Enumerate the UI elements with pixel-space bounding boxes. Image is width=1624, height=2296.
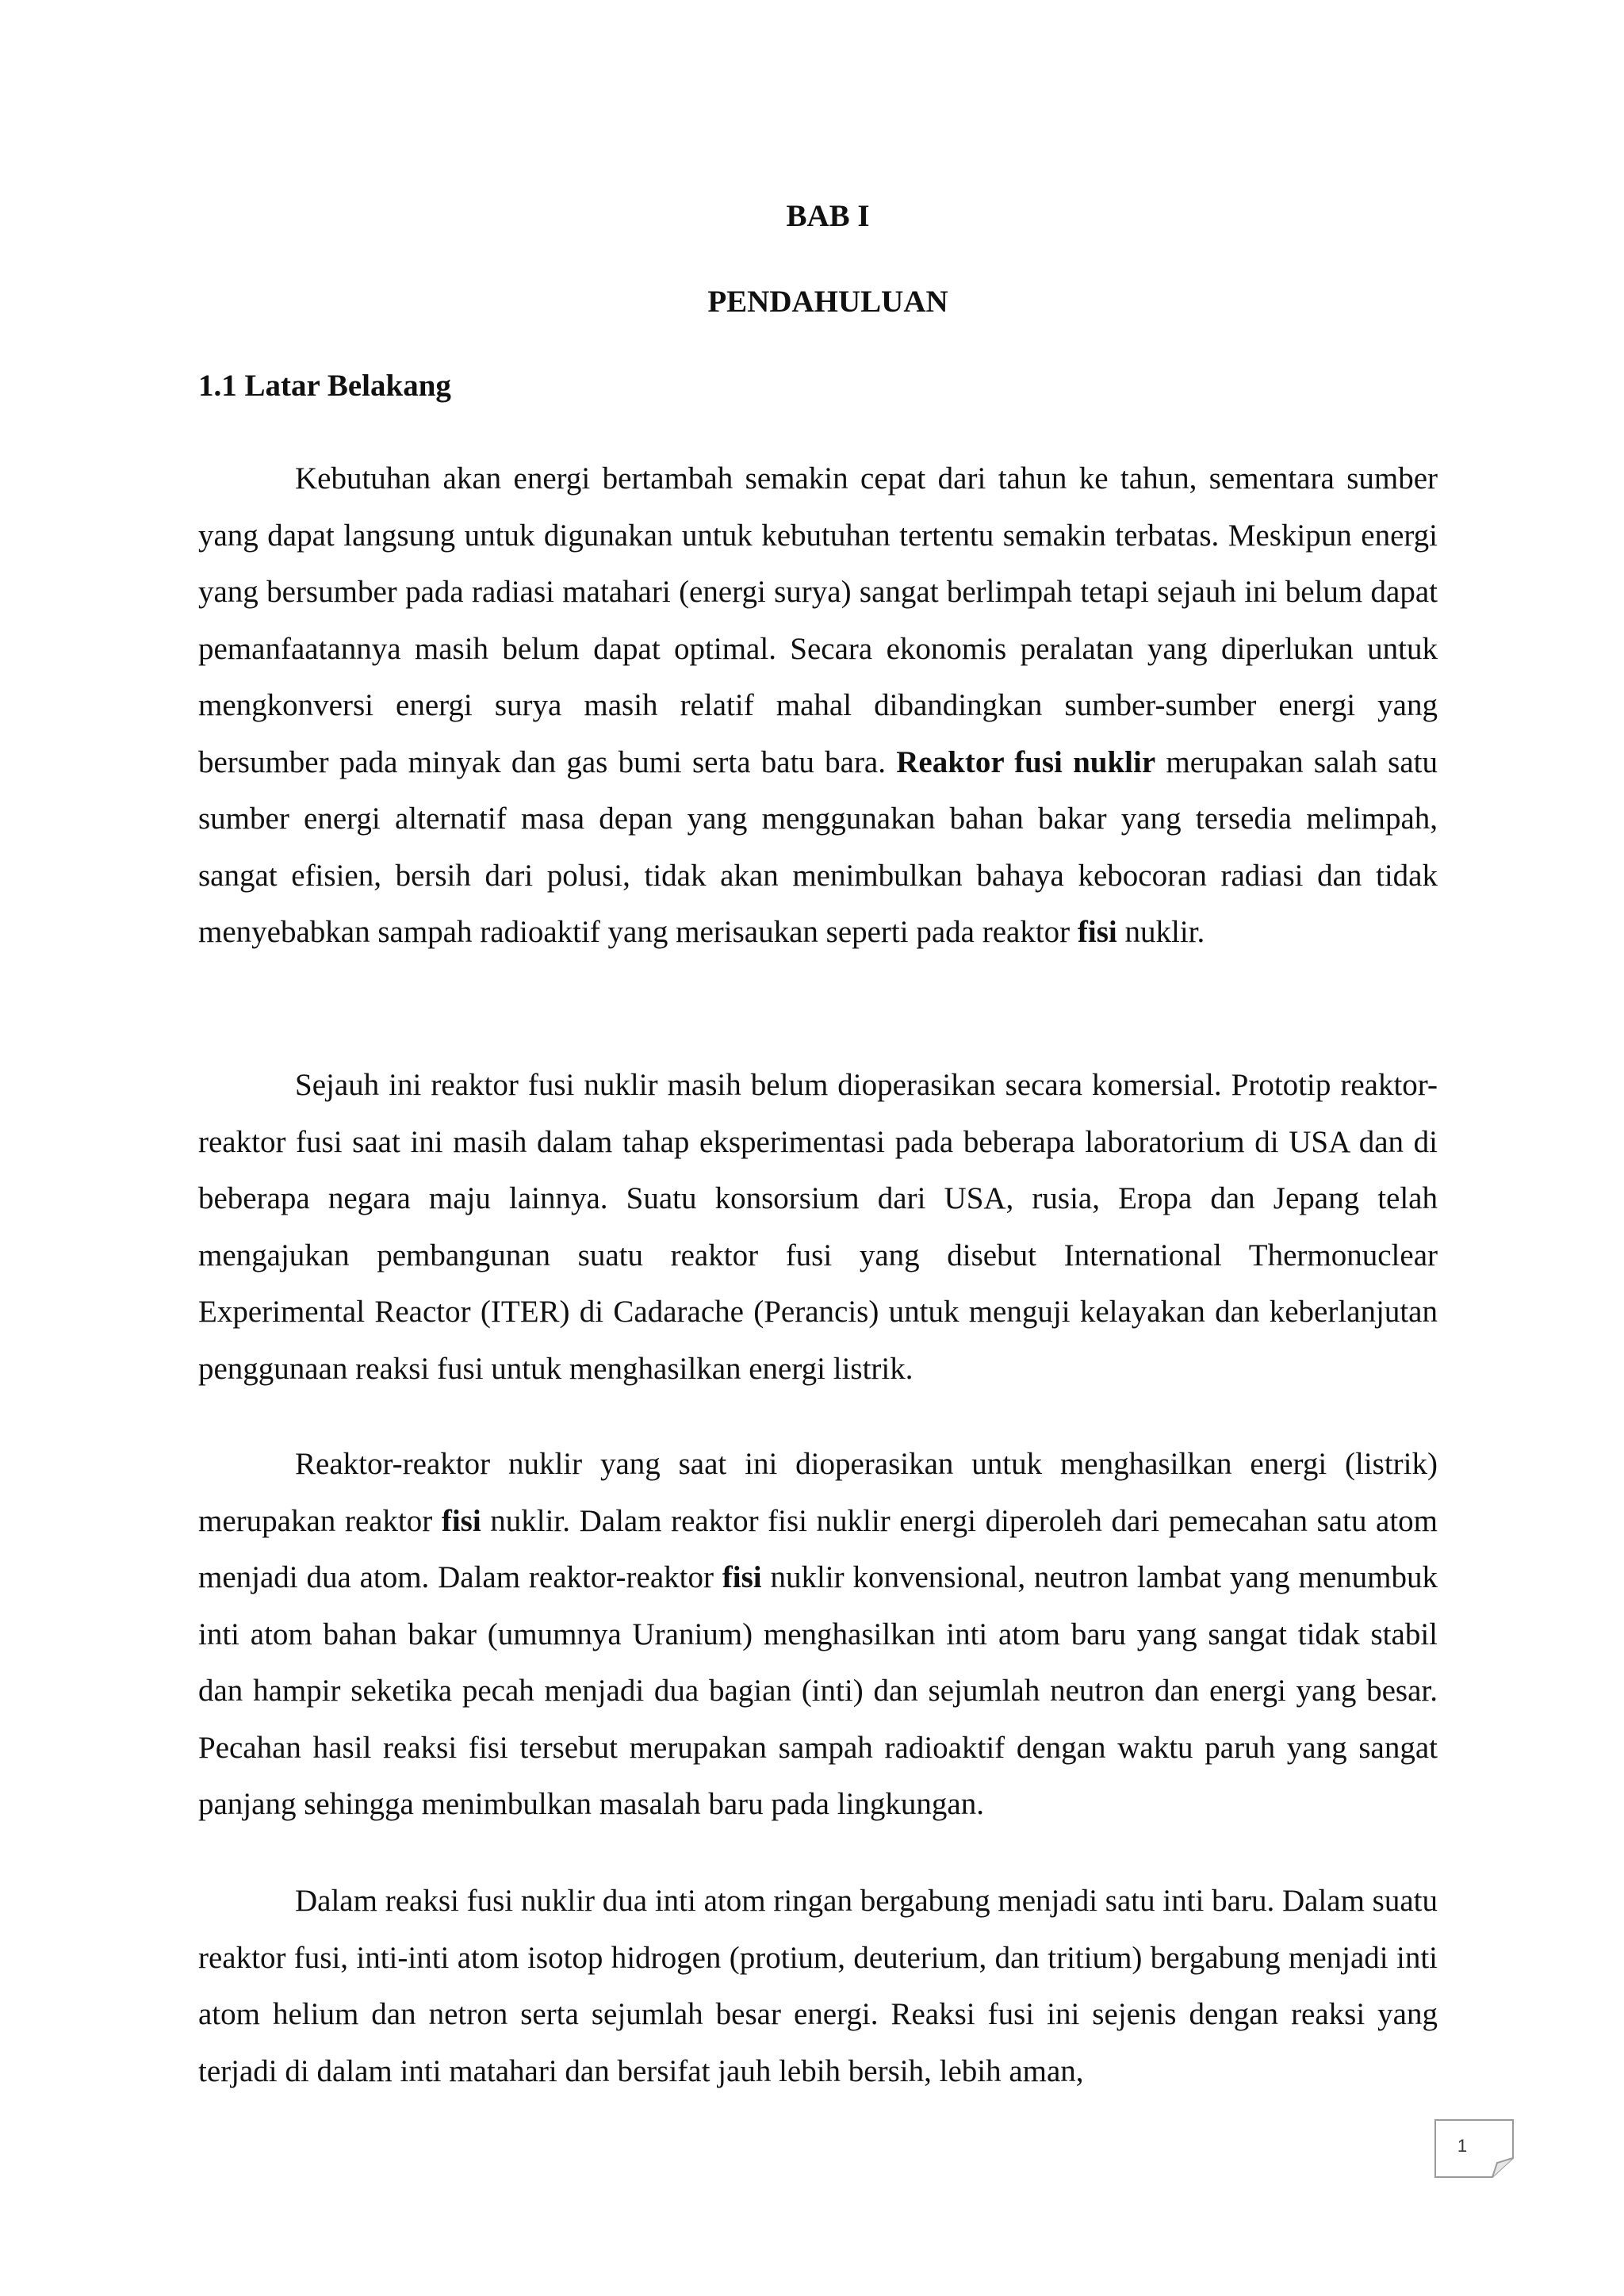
section-heading: 1.1 Latar Belakang — [198, 369, 451, 403]
paragraph-4 — [198, 1873, 1438, 2099]
paragraph-3 — [198, 1436, 1438, 1833]
paragraph-1-text-c: nuklir. — [1116, 915, 1205, 949]
paragraph-1-bold-a: Reaktor fusi nuklir — [896, 744, 1156, 779]
paragraph-3-text-c: nuklir konvensional, neutron lambat yang menumbuk inti atom bahan bakar (umumnya Uranium) menghasilkan inti atom baru yang sangat tidak stabil dan hampir seketika pecah menjadi dua bagian (inti) dan sejumlah neutron dan energi yang besar. Pecahan hasil reaksi fisi tersebut merupakan sampah radioaktif dengan waktu paruh yang sangat panjang sehingga menimbulkan masalah baru pada lingkungan. — [198, 1560, 1438, 1821]
paragraph-4-text: Dalam reaksi fusi nuklir dua inti atom ringan bergabung menjadi satu inti baru. Dalam suatu reaktor fusi, inti-inti atom isotop hidrogen (protium, deuterium, dan tritium) bergabung menjadi inti atom helium dan netron serta sejumlah besar energi. Reaksi fusi ini sejenis dengan reaksi yang terjadi di dalam inti matahari dan bersifat jauh lebih bersih, lebih aman, — [198, 1884, 1438, 2088]
paragraph-1-text-b: merupakan salah satu sumber energi alternatif masa depan yang menggunakan bahan bakar yang tersedia melimpah, sangat efisien, bersih dari polusi, tidak akan menimbulkan bahaya kebocoran radiasi dan tidak menyebabkan sampah radioaktif yang merisaukan seperti pada reaktor — [198, 744, 1438, 949]
paragraph-2-text: Sejauh ini reaktor fusi nuklir masih belum dioperasikan secara komersial. Prototip reaktor-reaktor fusi saat ini masih dalam tahap eksperimentasi pada beberapa laboratorium di USA dan di beberapa negara maju lainnya. Suatu konsorsium dari USA, rusia, Eropa dan Jepang telah mengajukan pembangunan suatu reaktor fusi yang disebut International Thermonuclear Experimental Reactor (ITER) di Cadarache (Perancis) untuk menguji kelayakan dan keberlanjutan penggunaan reaksi fusi untuk menghasilkan energi listrik. — [198, 1068, 1438, 1386]
paragraph-1-text-a: Kebutuhan akan energi bertambah semakin cepat dari tahun ke tahun, sementara sumber yang dapat langsung untuk digunakan untuk kebutuhan tertentu semakin terbatas. Meskipun energi yang bersumber pada radiasi matahari (energi surya) sangat berlimpah tetapi sejauh ini belum dapat pemanfaatannya masih belum dapat optimal. Secara ekonomis peralatan yang diperlukan untuk mengkonversi energi surya masih relatif mahal dibandingkan sumber-sumber energi yang bersumber pada minyak dan gas bumi serta batu bara. — [198, 461, 1438, 779]
paragraph-3-bold-a: fisi — [441, 1503, 481, 1538]
paragraph-3-bold-b: fisi — [722, 1560, 762, 1594]
paragraph-3-text-b: nuklir. Dalam reaktor fisi nuklir energi diperoleh dari pemecahan satu atom menjadi dua atom. Dalam reaktor-reaktor — [198, 1503, 1438, 1594]
paragraph-1 — [198, 450, 1438, 961]
paragraph-2 — [198, 1057, 1438, 1397]
paragraph-1-bold-b: fisi — [1077, 915, 1117, 949]
chapter-title: PENDAHULUAN — [707, 285, 948, 319]
paragraph-3-text-a: Reaktor-reaktor nuklir yang saat ini dioperasikan untuk menghasilkan energi (listrik) merupakan reaktor — [198, 1447, 1438, 1538]
page-number: 1 — [1457, 2136, 1468, 2156]
chapter-label: BAB I — [786, 199, 870, 233]
page-number-badge — [1434, 2118, 1515, 2179]
